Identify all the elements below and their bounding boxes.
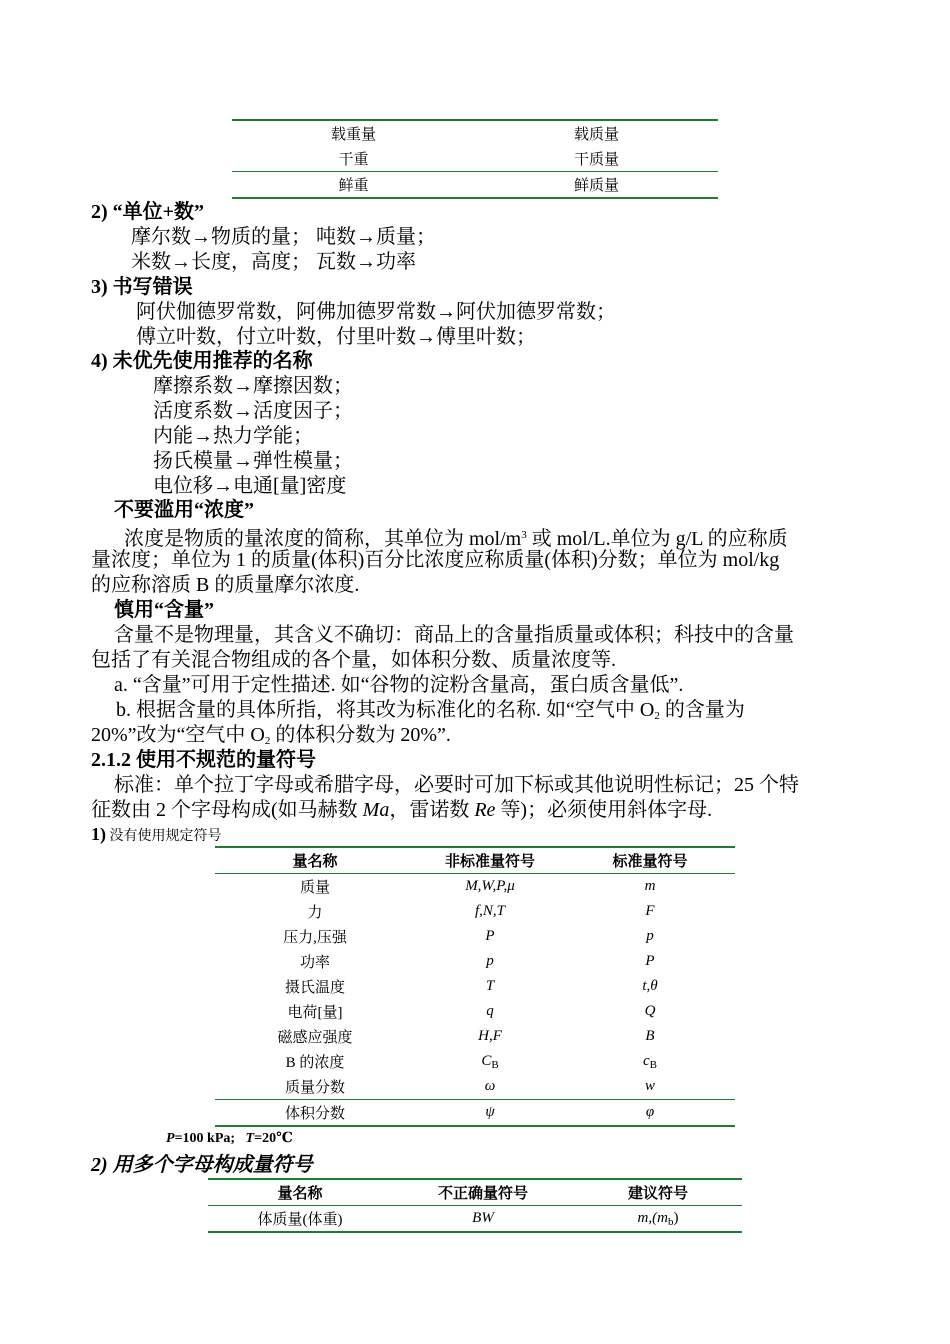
cell: Q <box>644 1003 656 1019</box>
list-item: 活度系数→活度因子； <box>153 400 353 422</box>
symbol: P <box>166 1131 175 1146</box>
subscript: b <box>667 1215 674 1228</box>
cell: 磁感应强度 <box>277 1030 353 1046</box>
text: b. 根据含量的具体所指，将其改为标准化的名称. 如“空气中 O <box>116 699 655 721</box>
table-row <box>215 1100 735 1127</box>
cell <box>415 1049 565 1074</box>
list-item: 电位移→电通[量]密度 <box>153 475 347 497</box>
table-quantity-symbols <box>215 846 735 1127</box>
cell: P <box>485 928 495 944</box>
text: 浓度是物质的量浓度的简称，其单位为 mol/m <box>124 528 522 550</box>
cell: T <box>485 978 495 994</box>
column-header: 建议符号 <box>627 1186 688 1202</box>
cell: B 的浓度 <box>285 1055 345 1071</box>
subsection-label <box>91 824 222 845</box>
cell: q <box>486 1003 494 1019</box>
symbol-ma: Ma <box>362 799 390 821</box>
table-row <box>232 172 718 199</box>
cell <box>565 1049 735 1074</box>
table-row <box>232 120 718 146</box>
paragraph-line <box>124 523 788 551</box>
subscript: 2 <box>654 710 660 722</box>
cell: B <box>645 1028 655 1044</box>
section-heading-multi-letter: 2) 用多个字母构成量符号 <box>91 1154 313 1176</box>
section-heading-recommended-names: 4) 未优先使用推荐的名称 <box>91 350 313 372</box>
cell: 力 <box>307 905 323 921</box>
cell: ψ <box>485 1104 495 1120</box>
section-heading-writing-errors: 3) 书写错误 <box>91 276 193 298</box>
symbol: C <box>481 1052 492 1069</box>
cell: P <box>645 953 655 969</box>
text: 征数由 2 个字母构成(如马赫数 <box>91 799 363 821</box>
table-note <box>166 1130 293 1148</box>
section-heading-irregular-symbols: 2.1.2 使用不规范的量符号 <box>91 749 316 771</box>
section-heading-content: 慎用“含量” <box>114 599 214 621</box>
table-row <box>215 874 735 900</box>
text: =20℃ <box>254 1131 293 1146</box>
text: =100 kPa; <box>174 1131 236 1146</box>
text: 的含量为 <box>659 699 745 721</box>
cell: 鲜质量 <box>573 178 619 194</box>
list-item: 扬氏模量→弹性模量； <box>153 450 353 472</box>
section-heading-unit-number: 2) “单位+数” <box>91 201 205 223</box>
cell: ω <box>484 1078 496 1094</box>
cell: BW <box>472 1210 494 1226</box>
column-header: 不正确量符号 <box>437 1186 528 1202</box>
cell: 载质量 <box>573 127 619 143</box>
table-row <box>215 924 735 949</box>
text: 的体积分数为 20%”. <box>270 724 451 746</box>
cell: 质量 <box>299 880 330 896</box>
paragraph-line <box>91 798 712 822</box>
text: ) <box>673 1209 679 1226</box>
cell <box>574 1206 742 1233</box>
table-row <box>215 1024 735 1049</box>
table-multi-letter-symbols <box>208 1178 742 1233</box>
table-row <box>215 1074 735 1100</box>
cell: p <box>646 928 654 944</box>
column-header: 非标准量符号 <box>444 854 535 870</box>
section-heading-concentration: 不要滥用“浓度” <box>114 499 254 521</box>
paragraph-line: 米数→长度，高度； 瓦数→功率 <box>131 251 416 273</box>
cell: m <box>644 878 656 894</box>
table-row <box>215 949 735 974</box>
cell: t,θ <box>642 978 658 994</box>
paragraph-line: 的应称溶质 B 的质量摩尔浓度. <box>91 574 360 596</box>
cell: 电荷[量] <box>287 1005 343 1021</box>
symbol: c <box>642 1052 650 1069</box>
paragraph-line: 阿伏伽德罗常数，阿佛加德罗常数→阿伏加德罗常数； <box>136 301 616 323</box>
cell: w <box>644 1078 655 1094</box>
table-row <box>232 146 718 172</box>
cell: 质量分数 <box>284 1080 345 1096</box>
table-row <box>215 974 735 999</box>
cell: 体积分数 <box>284 1106 345 1122</box>
subsection-number: 1) <box>91 824 106 844</box>
paragraph-line: 含量不是物理量，其含义不确切：商品上的含量指质量或体积；科技中的含量 <box>114 624 794 646</box>
column-header: 量名称 <box>292 854 338 870</box>
cell: F <box>645 903 655 919</box>
cell: 体质量(体重) <box>257 1212 343 1228</box>
cell: M,W,P,μ <box>465 878 515 894</box>
cell: 压力,压强 <box>283 930 347 946</box>
table-row <box>208 1206 742 1233</box>
paragraph-line: a. “含量”可用于定性描述. 如“谷物的淀粉含量高，蛋白质含量低”. <box>114 674 684 696</box>
text: 或 mol/L.单位为 g/L 的应称质 <box>526 528 788 550</box>
cell: f,N,T <box>474 903 505 919</box>
cell: p <box>486 953 494 969</box>
cell: 载重量 <box>330 127 376 143</box>
superscript: 3 <box>521 529 527 541</box>
text: ，雷诺数 <box>389 799 475 821</box>
table-header-row <box>215 847 735 874</box>
table-row <box>215 999 735 1024</box>
symbol-re: Re <box>474 799 496 821</box>
paragraph-line: 傅立叶数，付立叶数，付里叶数→傅里叶数； <box>136 326 536 348</box>
column-header: 量名称 <box>277 1186 323 1202</box>
text: 20%”改为“空气中 O <box>91 724 265 746</box>
subscript: 2 <box>264 735 271 747</box>
text: 等)；必须使用斜体字母. <box>495 799 713 821</box>
table-row <box>215 1049 735 1074</box>
list-item: 摩擦系数→摩擦因数； <box>153 375 353 397</box>
symbol: T <box>245 1131 255 1146</box>
table-header-row <box>208 1179 742 1206</box>
table-row <box>215 899 735 924</box>
cell: H,F <box>478 1028 502 1044</box>
cell: φ <box>645 1104 655 1120</box>
cell: 摄氏温度 <box>284 980 345 996</box>
column-header: 标准量符号 <box>612 854 688 870</box>
cell: 干重 <box>338 152 369 168</box>
symbol: m,(m <box>637 1209 668 1226</box>
cell: 功率 <box>299 955 330 971</box>
cell: 干质量 <box>573 152 619 168</box>
paragraph-line: 摩尔数→物质的量； 吨数→质量； <box>131 226 436 248</box>
table-weight-names <box>232 119 718 199</box>
subsection-title: 没有使用规定符号 <box>106 829 222 844</box>
subscript: B <box>649 1058 657 1071</box>
paragraph-line: 包括了有关混合物组成的各个量，如体积分数、质量浓度等. <box>91 649 616 671</box>
cell: 鲜重 <box>338 178 369 194</box>
paragraph-line: 标准：单个拉丁字母或希腊字母，必要时可加下标或其他说明性标记；25 个特 <box>114 774 799 796</box>
list-item: 内能→热力学能； <box>153 425 313 447</box>
paragraph-line: 量浓度；单位为 1 的质量(体积)百分比浓度应称质量(体积)分数；单位为 mol/kg <box>91 549 780 571</box>
subscript: B <box>491 1058 499 1071</box>
